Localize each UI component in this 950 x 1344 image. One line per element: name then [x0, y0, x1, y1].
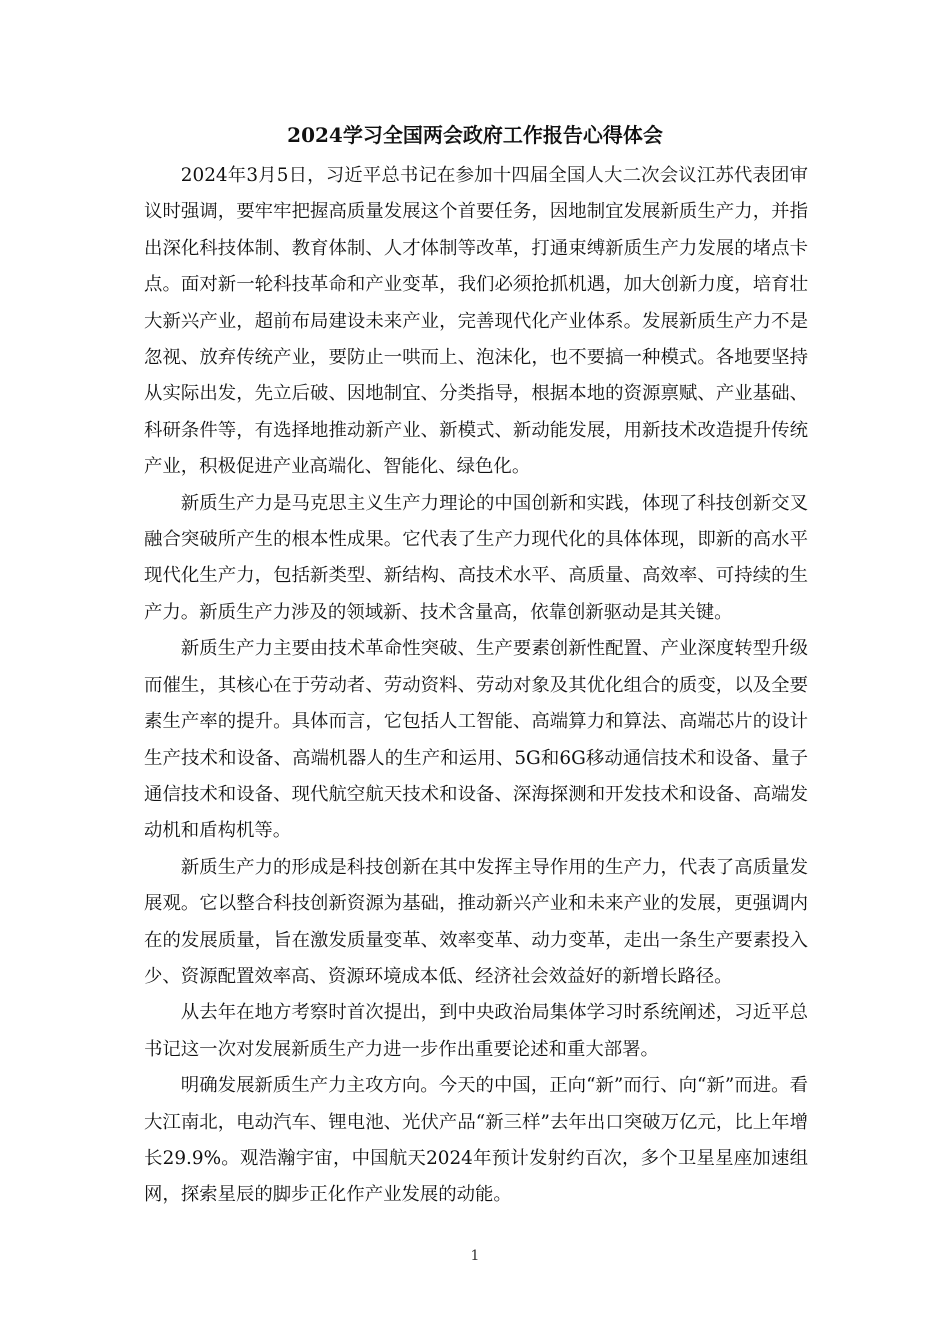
- paragraph-5: 从去年在地方考察时首次提出，到中央政治局集体学习时系统阐述，习近平总书记这一次对发展新质生产力进一步作出重要论述和重大部署。: [144, 1002, 808, 1060]
- paragraph-3: 新质生产力主要由技术革命性突破、生产要素创新性配置、产业深度转型升级而催生，其核心在于劳动者、劳动资料、劳动对象及其优化组合的质变，以及全要素生产率的提升。具体而言，它包括人工智能、高端算力和算法、高端芯片的设计生产技术和设备、高端机器人的生产和运用、5G和6G移动通信技术和设备、量子通信技术和设备、现代航空航天技术和设备、深海探测和开发技术和设备、高端发动机和盾构机等。: [144, 638, 808, 842]
- document-title: 2024学习全国两会政府工作报告心得体会: [287, 123, 663, 147]
- document-body: [144, 158, 808, 1214]
- paragraph-4: 新质生产力的形成是科技创新在其中发挥主导作用的生产力，代表了高质量发展观。它以整合科技创新资源为基础，推动新兴产业和未来产业的发展，更强调内在的发展质量，旨在激发质量变革、效率变革、动力变革，走出一条生产要素投入少、资源配置效率高、资源环境成本低、经济社会效益好的新增长路径。: [144, 856, 808, 987]
- page-number: 1: [470, 1248, 480, 1264]
- paragraph-1: 2024年3月5日，习近平总书记在参加十四届全国人大二次会议江苏代表团审议时强调，要牢牢把握高质量发展这个首要任务，因地制宜发展新质生产力，并指出深化科技体制、教育体制、人才体制等改革，打通束缚新质生产力发展的堵点卡点。面对新一轮科技革命和产业变革，我们必须抢抓机遇，加大创新力度，培育壮大新兴产业，超前布局建设未来产业，完善现代化产业体系。发展新质生产力不是忽视、放弃传统产业，要防止一哄而上、泡沫化，也不要搞一种模式。各地要坚持从实际出发，先立后破、因地制宜、分类指导，根据本地的资源禀赋、产业基础、科研条件等，有选择地推动新产业、新模式、新动能发展，用新技术改造提升传统产业，积极促进产业高端化、智能化、绿色化。: [144, 165, 808, 478]
- paragraph-6: 明确发展新质生产力主攻方向。今天的中国，正向“新”而行、向“新”而进。看大江南北，电动汽车、锂电池、光伏产品“新三样”去年出口突破万亿元，比上年增长29.9%。观浩瀚宇宙，中国航天2024年预计发射约百次，多个卫星星座加速组网，探索星辰的脚步正化作产业发展的动能。: [144, 1075, 808, 1206]
- paragraph-2: 新质生产力是马克思主义生产力理论的中国创新和实践，体现了科技创新交叉融合突破所产生的根本性成果。它代表了生产力现代化的具体体现，即新的高水平现代化生产力，包括新类型、新结构、高技术水平、高质量、高效率、可持续的生产力。新质生产力涉及的领域新、技术含量高，依靠创新驱动是其关键。: [144, 492, 808, 623]
